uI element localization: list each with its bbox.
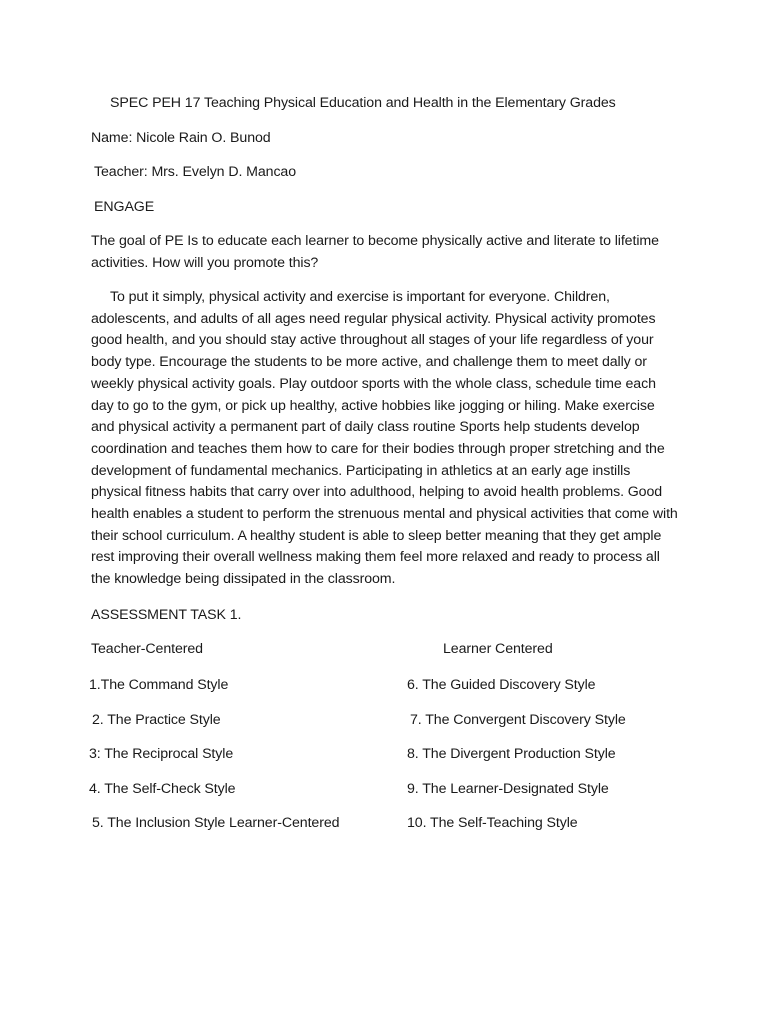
engage-heading: ENGAGE [94, 199, 155, 215]
list-item: 1.The Command Style [89, 677, 229, 693]
engage-answer: To put it simply, physical activity and exercise is important for everyone. Children, adolescents, and adults of all ages need regular physical activity. Physical activity promotes good health, and you should stay active throughout all stages of your life regardless of your body type. Encourage the students to be more active, and challenge them to meet dally or weekly physical activity goals. Play outdoor sports with the whole class, schedule time each day to go to the gym, or pick up healthy, active hobbies like jogging or hiling. Make exercise and physical activity a permanent part of daily class routine Sports help students develop coordination and teaches them how to care for their bodies through proper stretching and the development of fundamental mechanics. Participating in athletics at an early age instills physical fitness habits that carry over into adulthood, helping to avoid health problems. Good health enables a student to perform the strenuous mental and physical activities that come with their school curriculum. A healthy student is able to sleep better meaning that they get ample rest improving their overall wellness making them feel more relaxed and ready to process all the knowledge being dissipated in the classroom. [91, 289, 678, 588]
learner-centered-heading: Learner Centered [443, 641, 553, 657]
name-label: Name: [91, 130, 133, 146]
list-item: 8. The Divergent Production Style [407, 746, 616, 762]
list-item: 6. The Guided Discovery Style [407, 677, 596, 693]
learner-centered-list [407, 674, 626, 847]
list-item: 4. The Self-Check Style [89, 780, 236, 797]
teacher-label: Teacher: [94, 164, 148, 180]
list-item: 10. The Self-Teaching Style [407, 815, 578, 831]
list-item: 3: The Reciprocal Style [89, 746, 234, 762]
course-title: SPEC PEH 17 Teaching Physical Education and Health in the Elementary Grades [110, 95, 616, 111]
assessment-heading: ASSESSMENT TASK 1. [91, 607, 242, 623]
name-value: Nicole Rain O. Bunod [136, 130, 271, 146]
teacher-centered-heading: Teacher-Centered [91, 641, 203, 657]
engage-question: The goal of PE Is to educate each learner to become physically active and literate to lifetime activities. How will you promote this? [91, 233, 659, 271]
list-item: 2. The Practice Style [92, 711, 221, 728]
list-item: 5. The Inclusion Style Learner-Centered [92, 815, 340, 831]
teacher-centered-list [89, 674, 339, 847]
list-item: 7. The Convergent Discovery Style [410, 711, 626, 728]
student-name-line [91, 127, 271, 149]
teacher-line [94, 161, 296, 183]
list-item: 9. The Learner-Designated Style [407, 780, 609, 797]
teacher-value: Mrs. Evelyn D. Mancao [151, 164, 297, 180]
